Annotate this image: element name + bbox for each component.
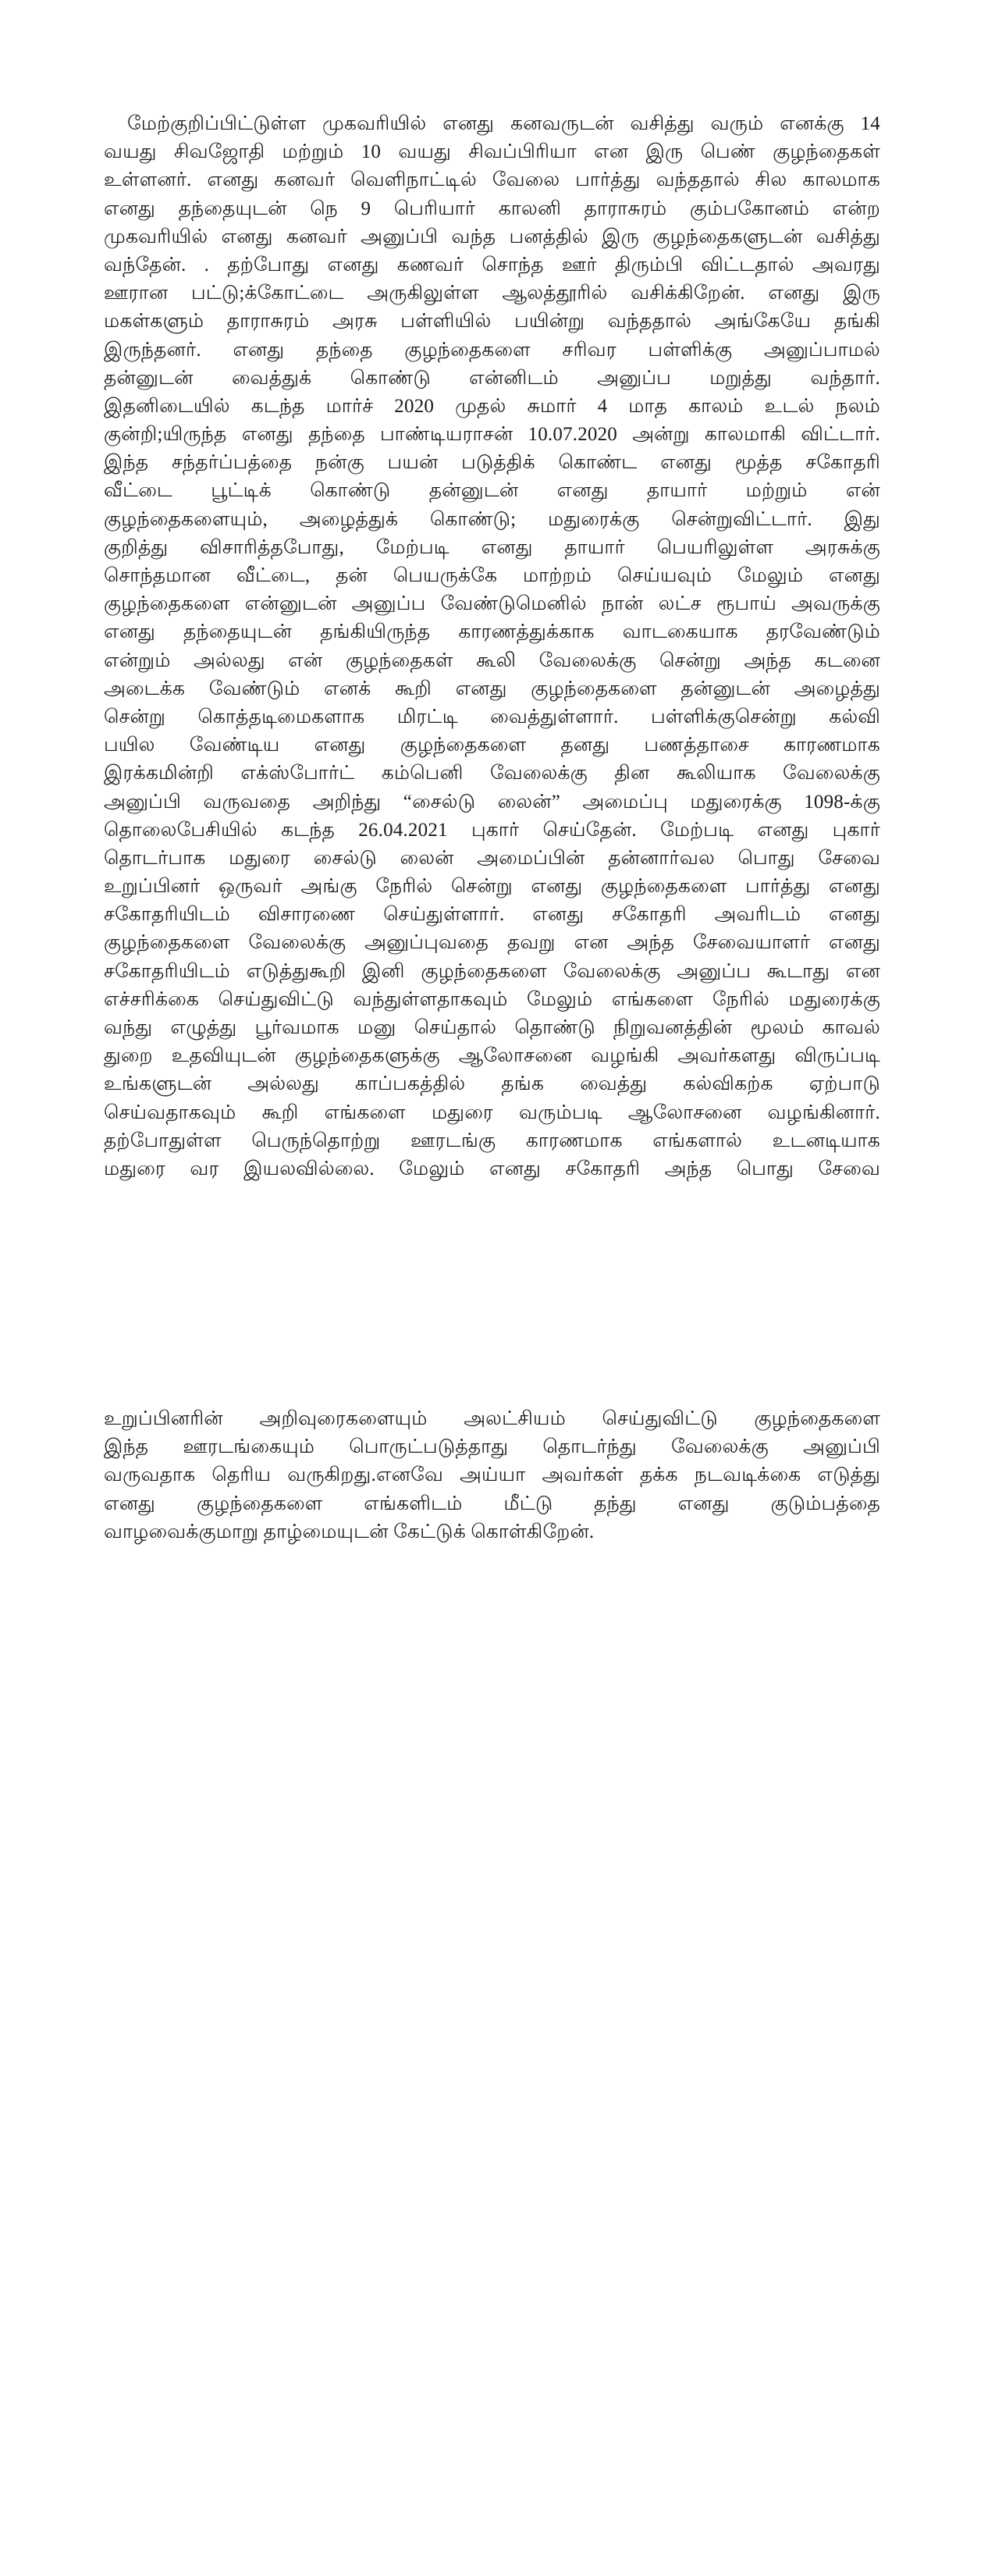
text-line: அனுப்பி வருவதை அறிந்து “சைல்டு லைன்” அமைப்பு மதுரைக்கு 1098-க்கு — [104, 791, 880, 813]
text-line: குறித்து விசாரித்தபோது, மேற்படி எனது தாயார் பெயரிலுள்ள அரசுக்கு — [104, 536, 880, 558]
text-line: குழந்தைகளை வேலைக்கு அனுப்புவதை தவறு என அந்த சேவையாளர் எனது — [104, 932, 880, 954]
text-line: வந்தேன். . தற்போது எனது கணவர் சொந்த ஊர் திரும்பி விட்டதால் அவரது — [104, 254, 880, 276]
text-line: எனது தந்தையுடன் தங்கியிருந்த காரணத்துக்காக வாடகையாக தரவேண்டும் — [104, 621, 880, 643]
text-line: மதுரை வர இயலவில்லை. மேலும் எனது சகோதரி அந்த பொது சேவை — [104, 1158, 880, 1179]
text-line: உள்ளனர். எனது கனவர் வெளிநாட்டில் வேலை பார்த்து வந்ததால் சில காலமாக — [104, 169, 880, 191]
text-line: குழந்தைகளையும், அழைத்துக் கொண்டு; மதுரைக்கு சென்றுவிட்டார். இது — [104, 508, 880, 530]
text-line: தொலைபேசியில் கடந்த 26.04.2021 புகார் செய்தேன். மேற்படி எனது புகார் — [104, 819, 880, 841]
text-line: இரக்கமின்றி எக்ஸ்போர்ட் கம்பெனி வேலைக்கு தின கூலியாக வேலைக்கு — [104, 763, 880, 785]
text-line: வருவதாக தெரிய வருகிறது.எனவே அய்யா அவர்கள் தக்க நடவடிக்கை எடுத்து — [104, 1464, 880, 1486]
text-line: இந்த ஊரடங்கையும் பொருட்படுத்தாது தொடர்ந்து வேலைக்கு அனுப்பி — [104, 1436, 880, 1458]
text-line: எச்சரிக்கை செய்துவிட்டு வந்துள்ளதாகவும் மேலும் எங்களை நேரில் மதுரைக்கு — [104, 988, 880, 1010]
text-line: தொடர்பாக மதுரை சைல்டு லைன் அமைப்பின் தன்னார்வல பொது சேவை — [104, 847, 880, 869]
text-line: சொந்தமான வீட்டை, தன் பெயருக்கே மாற்றம் செய்யவும் மேலும் எனது — [104, 565, 880, 586]
text-line: சகோதரியிடம் விசாரணை செய்துள்ளார். எனது சகோதரி அவரிடம் எனது — [104, 904, 880, 926]
text-line: உறுப்பினரின் அறிவுரைகளையும் அலட்சியம் செய்துவிட்டு குழந்தைகளை — [104, 1408, 880, 1429]
text-line: இந்த சந்தர்ப்பத்தை நன்கு பயன் படுத்திக் கொண்ட எனது மூத்த சகோதரி — [104, 452, 880, 474]
text-line: துறை உதவியுடன் குழந்தைகளுக்கு ஆலோசனை வழங்கி அவர்களது விருப்படி — [104, 1045, 880, 1067]
text-line: எனது குழந்தைகளை எங்களிடம் மீட்டு தந்து எனது குடும்பத்தை — [104, 1493, 880, 1514]
text-line: என்றும் அல்லது என் குழந்தைகள் கூலி வேலைக்கு சென்று அந்த கடனை — [104, 649, 880, 671]
text-line: முகவரியில் எனது கனவர் அனுப்பி வந்த பனத்தில் இரு குழந்தைகளுடன் வசித்து — [104, 226, 880, 247]
text-line: அடைக்க வேண்டும் எனக் கூறி எனது குழந்தைகளை தன்னுடன் அழைத்து — [104, 678, 880, 699]
text-line: இதனிடையில் கடந்த மார்ச் 2020 முதல் சுமார் 4 மாத காலம் உடல் நலம் — [104, 395, 880, 417]
text-line: மேற்குறிப்பிட்டுள்ள முகவரியில் எனது கனவருடன் வசித்து வரும் எனக்கு 14 — [127, 113, 880, 134]
text-line: இருந்தனர். எனது தந்தை குழந்தைகளை சரிவர பள்ளிக்கு அனுப்பாமல் — [104, 339, 880, 361]
text-line: ஊரான பட்டு;க்கோட்டை அருகிலுள்ள ஆலத்தூரில் வசிக்கிறேன். எனது இரு — [104, 283, 880, 304]
text-line: வந்து எழுத்து பூர்வமாக மனு செய்தால் தொண்டு நிறுவனத்தின் மூலம் காவல் — [104, 1017, 880, 1038]
text-line: எனது தந்தையுடன் நெ 9 பெரியார் காலனி தாராசுரம் கும்பகோனம் என்ற — [104, 197, 880, 219]
text-line: மகள்களும் தாராசுரம் அரசு பள்ளியில் பயின்று வந்ததால் அங்கேயே தங்கி — [104, 311, 880, 333]
text-line: வயது சிவஜோதி மற்றும் 10 வயது சிவப்பிரியா என இரு பெண் குழந்தைகள் — [104, 141, 880, 163]
paragraph-1 — [104, 110, 880, 1183]
text-line: குன்றி;யிருந்த எனது தந்தை பாண்டியராசன் 10.07.2020 அன்று காலமாகி விட்டார். — [104, 424, 880, 446]
text-line: தன்னுடன் வைத்துக் கொண்டு என்னிடம் அனுப்ப மறுத்து வந்தார். — [104, 367, 880, 389]
text-line: தற்போதுள்ள பெருந்தொற்று ஊரடங்கு காரணமாக எங்களால் உடனடியாக — [104, 1130, 880, 1151]
text-line: பயில வேண்டிய எனது குழந்தைகளை தனது பணத்தாசை காரணமாக — [104, 735, 880, 756]
text-line: செய்வதாகவும் கூறி எங்களை மதுரை வரும்படி ஆலோசனை வழங்கினார். — [104, 1101, 880, 1123]
text-line: வீட்டை பூட்டிக் கொண்டு தன்னுடன் எனது தாயார் மற்றும் என் — [104, 480, 880, 502]
text-line: சென்று கொத்தடிமைகளாக மிரட்டி வைத்துள்ளார். பள்ளிக்குசென்று கல்வி — [104, 706, 880, 728]
text-line: உறுப்பினர் ஒருவர் அங்கு நேரில் சென்று எனது குழந்தைகளை பார்த்து எனது — [104, 876, 880, 898]
text-line: வாழவைக்குமாறு தாழ்மையுடன் கேட்டுக் கொள்கிறேன். — [104, 1521, 595, 1542]
paragraph-2 — [104, 1405, 880, 1546]
text-line: குழந்தைகளை என்னுடன் அனுப்ப வேண்டுமெனில் நான் லட்ச ரூபாய் அவருக்கு — [104, 593, 880, 615]
text-line: சகோதரியிடம் எடுத்துகூறி இனி குழந்தைகளை வேலைக்கு அனுப்ப கூடாது என — [104, 960, 880, 982]
text-line: உங்களுடன் அல்லது காப்பகத்தில் தங்க வைத்து கல்விகற்க ஏற்பாடு — [104, 1073, 880, 1095]
